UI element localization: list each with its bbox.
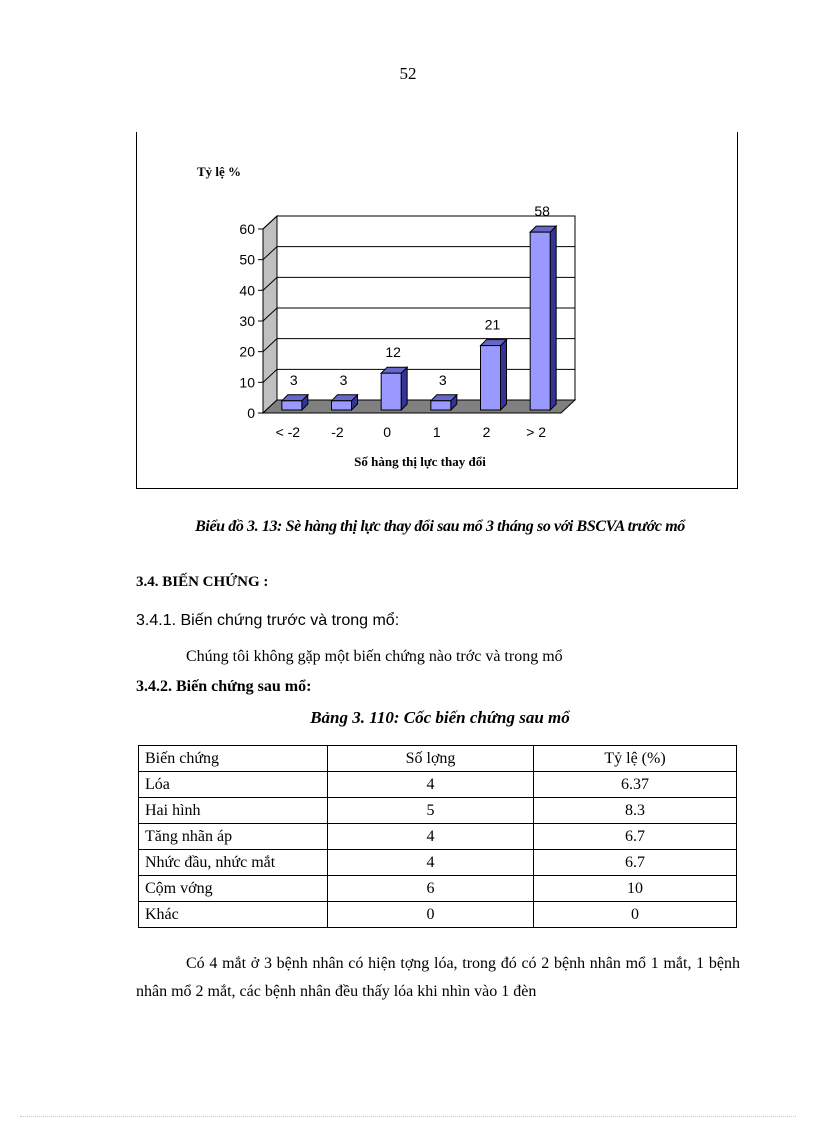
table-caption: Bảng 3. 110: Cốc biến chứng sau mổ <box>310 708 570 727</box>
data-label: 3 <box>339 371 348 388</box>
x-tick-label: > 2 <box>526 424 547 440</box>
table-cell: 6.7 <box>534 850 737 876</box>
paragraph-glare: Có 4 mắt ở 3 bệnh nhân có hiện tợng lóa, trong đó có 2 bệnh nhân mổ 1 mắt, 1 bệnh nhân mổ 2 mắt, các bệnh nhân đều thấy lóa khi nhìn vào 1 đèn <box>136 955 740 1000</box>
x-tick-label: < -2 <box>275 424 301 440</box>
paragraph-intraoperative: Chúng tôi không gặp một biến chứng nào trớc và trong mổ <box>186 648 563 665</box>
bar-chart <box>137 132 737 488</box>
table-header-cell: Tỷ lệ (%) <box>534 746 737 772</box>
table-cell: Cộm vớng <box>139 876 328 902</box>
bar <box>530 232 550 410</box>
sub-heading-intraoperative: 3.4.1. Biến chứng trước và trong mổ: <box>136 612 400 629</box>
data-label: 3 <box>289 371 298 388</box>
table-cell: Nhức đầu, nhức mắt <box>139 850 328 876</box>
table-row <box>139 850 737 876</box>
table-cell: 0 <box>328 902 534 928</box>
bar-side <box>550 226 556 410</box>
table-cell: Tăng nhãn áp <box>139 824 328 850</box>
y-tick-label: 40 <box>239 282 255 299</box>
table-cell: 6.7 <box>534 824 737 850</box>
y-tick-label: 0 <box>247 405 255 421</box>
table-cell: 6 <box>328 876 534 902</box>
section-heading: 3.4. BIẾN CHỨNG : <box>136 574 269 590</box>
page-bottom-divider <box>20 1116 796 1117</box>
table-cell: 6.37 <box>534 772 737 798</box>
bar <box>381 373 401 410</box>
y-axis-title: Tỷ lệ % <box>197 164 242 179</box>
data-label: 58 <box>534 203 550 220</box>
data-label: 21 <box>484 316 501 333</box>
table-cell: Hai hình <box>139 798 328 824</box>
bar <box>282 401 302 410</box>
sub-heading-postoperative: 3.4.2. Biến chứng sau mổ: <box>136 678 312 695</box>
table-header-cell: Biến chứng <box>139 746 328 772</box>
table-row <box>139 876 737 902</box>
chart-floor <box>263 400 575 413</box>
chart-frame <box>136 132 738 489</box>
table-cell: 0 <box>534 902 737 928</box>
table-cell: 4 <box>328 850 534 876</box>
bar <box>431 401 451 410</box>
table-cell: 4 <box>328 772 534 798</box>
table-cell: Lóa <box>139 772 328 798</box>
y-tick-label: 10 <box>239 374 255 391</box>
data-label: 12 <box>385 344 401 361</box>
data-label: 3 <box>438 371 447 388</box>
bar-side <box>501 340 507 410</box>
table-cell: 8.3 <box>534 798 737 824</box>
table-cell: 5 <box>328 798 534 824</box>
table-row <box>139 824 737 850</box>
complications-table <box>138 745 737 928</box>
bar-side <box>401 367 407 410</box>
chart-caption: Biểu đồ 3. 13: Sè hàng thị lực thay đổi sau mổ 3 tháng so với BSCVA trước mổ <box>195 518 685 535</box>
table-row <box>139 772 737 798</box>
y-tick-label: 50 <box>239 251 255 268</box>
y-tick-label: 30 <box>239 313 255 329</box>
table-row <box>139 798 737 824</box>
table-header-row <box>139 746 737 772</box>
bar <box>481 346 501 410</box>
table-header-cell: Số lợng <box>328 746 534 772</box>
bar <box>332 401 352 410</box>
table-cell: 4 <box>328 824 534 850</box>
x-tick-label: 0 <box>383 424 392 440</box>
x-tick-label: 2 <box>482 424 491 440</box>
x-axis-title: Số hàng thị lực thay đổi <box>354 454 486 469</box>
x-tick-label: -2 <box>331 424 344 440</box>
page-number: 52 <box>399 64 417 83</box>
table-cell: Khác <box>139 902 328 928</box>
y-tick-label: 60 <box>239 221 255 237</box>
table-row <box>139 902 737 928</box>
table-cell: 10 <box>534 876 737 902</box>
x-tick-label: 1 <box>432 424 441 440</box>
y-tick-label: 20 <box>239 343 255 360</box>
